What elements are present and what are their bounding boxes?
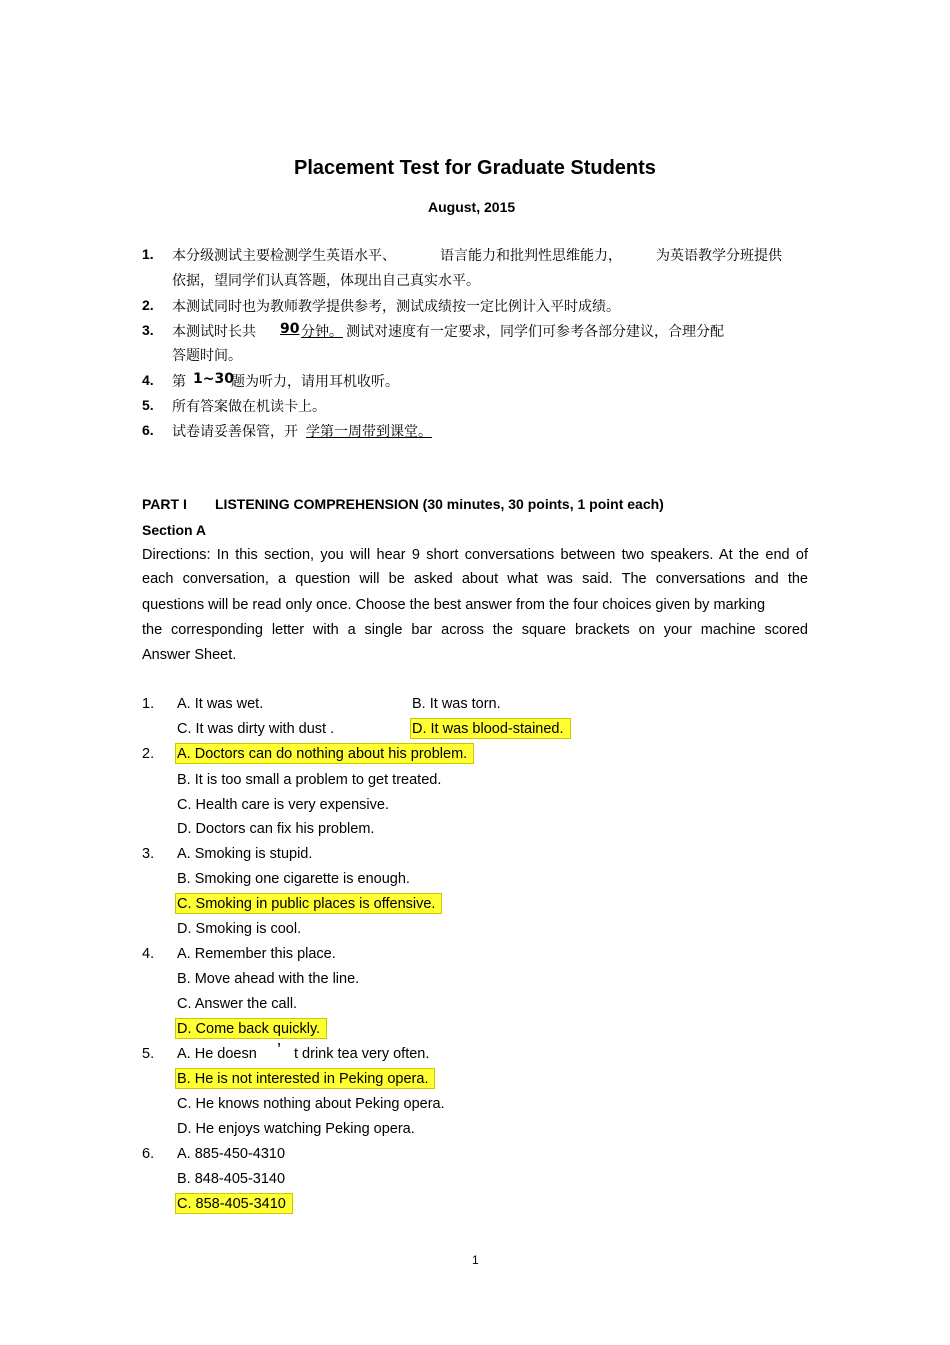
answer-option: A. It was wet. [177,696,264,712]
answer-option: C. He knows nothing about Peking opera. [177,1096,445,1112]
answer-option: B. Smoking one cigarette is enough. [177,871,410,887]
answer-option: A. He doesn [177,1046,257,1062]
highlighted-answer: C. 858-405-3410 [175,1193,293,1214]
highlighted-answer: A. Doctors can do nothing about his problem. [175,743,474,764]
directions-line: each conversation, a question will be asked about what was said. The conversations and the [142,571,808,587]
test-date: August, 2015 [428,199,516,215]
instruction-number: 5. [142,397,154,413]
apostrophe-mark: ’ [277,1040,281,1060]
instruction-text: 语言能力和批判性思维能力， [440,248,622,264]
directions-line: Directions: In this section, you will hear 9 short conversations between two speakers. At the end of [142,547,808,563]
answer-option: A. Remember this place. [177,946,336,962]
directions-line: the corresponding letter with a single bar across the square brackets on your machine scored [142,622,808,638]
instruction-text: 试卷请妥善保管，开 [172,424,298,440]
duration-unit: 分钟。 [301,324,343,340]
page-title: Placement Test for Graduate Students [294,157,656,179]
answer-option: B. Move ahead with the line. [177,971,360,987]
instruction-text: 依据，望同学们认真答题，体现出自己真实水平。 [172,273,480,289]
answer-option: D. He enjoys watching Peking opera. [177,1121,415,1137]
instruction-number: 2. [142,297,154,313]
question-number: 2. [142,746,155,762]
instruction-text: 为英语教学分班提供 [656,248,782,264]
answer-option: D. Smoking is cool. [177,921,302,937]
instruction-text: 第 [172,374,186,390]
answer-option: B. It is too small a problem to get treated. [177,772,442,788]
answer-option: A. Smoking is stupid. [177,846,313,862]
answer-option: t drink tea very often. [294,1046,430,1062]
highlighted-answer: D. It was blood-stained. [410,718,571,739]
answer-option: B. 848-405-3140 [177,1171,286,1187]
duration-value: 90 [280,321,300,337]
highlighted-answer: B. He is not interested in Peking opera. [175,1068,435,1089]
instruction-text: 题为听力，请用耳机收听。 [231,374,399,390]
highlighted-answer: D. Come back quickly. [175,1018,327,1039]
highlighted-answer: C. Smoking in public places is offensive. [175,893,442,914]
question-number: 5. [142,1046,155,1062]
directions-line: Answer Sheet. [142,647,237,663]
instruction-number: 3. [142,322,154,338]
question-number: 3. [142,846,155,862]
answer-option: B. It was torn. [412,696,501,712]
question-number: 1. [142,696,155,712]
instruction-text: 学第一周带到课堂。 [306,424,432,440]
instruction-text: 本测试时长共 [172,324,256,340]
question-range: 1~30 [193,371,234,387]
answer-option: C. Health care is very expensive. [177,797,389,813]
question-number: 4. [142,946,155,962]
instruction-text: 答题时间。 [172,348,242,364]
instruction-text: 所有答案做在机读卡上。 [172,399,326,415]
answer-option: C. Answer the call. [177,996,298,1012]
question-number: 6. [142,1146,155,1162]
section-heading: Section A [142,522,207,538]
instruction-text: 测试对速度有一定要求，同学们可参考各部分建议，合理分配 [346,324,724,340]
directions-line: questions will be read only once. Choose the best answer from the four choices given by marking [142,597,766,613]
instruction-text: 本测试同时也为教师教学提供参考，测试成绩按一定比例计入平时成绩。 [172,299,620,315]
instruction-number: 4. [142,372,154,388]
instruction-number: 1. [142,246,154,262]
instruction-number: 6. [142,422,154,438]
part-heading: LISTENING COMPREHENSION (30 minutes, 30 points, 1 point each) [215,496,664,512]
answer-option: A. 885-450-4310 [177,1146,286,1162]
instruction-text: 本分级测试主要检测学生英语水平、 [172,248,396,264]
part-label: PART I [142,496,187,512]
answer-option: D. Doctors can fix his problem. [177,821,375,837]
answer-option: C. It was dirty with dust . [177,721,335,737]
page-number: 1 [472,1253,479,1267]
